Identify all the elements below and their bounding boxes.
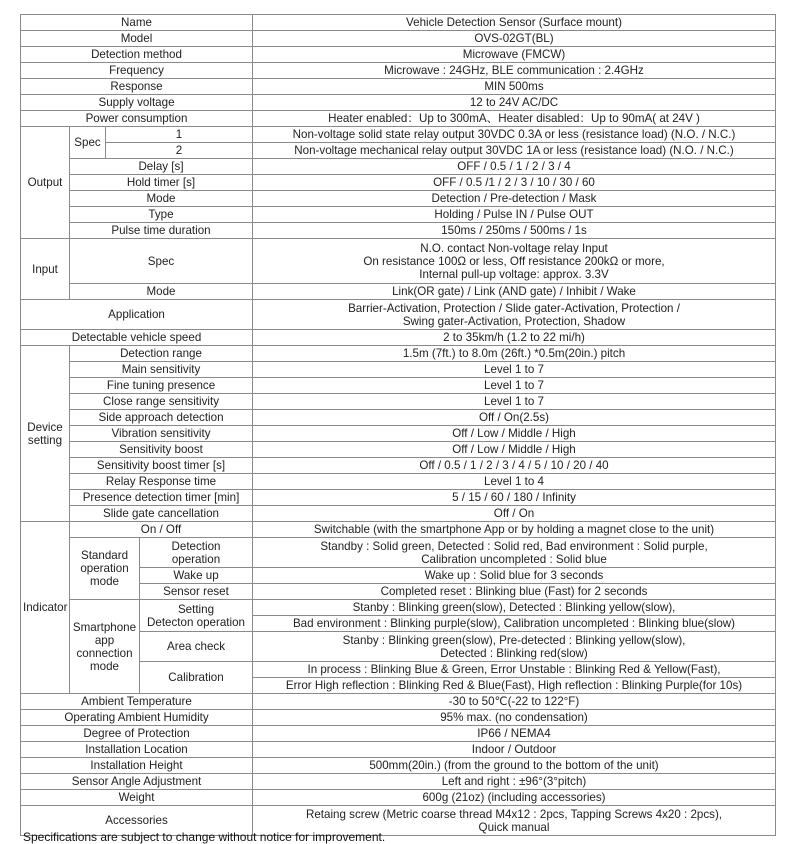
row-indicator-on-off [21, 522, 776, 538]
input-spec-line-2: On resistance 100Ω or less, Off resistance 200kΩ or more, [363, 254, 665, 268]
input-spec-line-3: Internal pull-up voltage: approx. 3.3V [419, 267, 609, 281]
standard-wake-label: Wake up [140, 568, 253, 584]
input-group-label: Input [21, 239, 70, 300]
standard-reset-label: Sensor reset [140, 584, 253, 600]
row-name [21, 15, 776, 31]
output-group-label: Output [21, 127, 70, 239]
accessories-line-2: Quick manual [478, 820, 550, 834]
row-weight [21, 790, 776, 806]
row-installation-location [21, 742, 776, 758]
standard-wake-value: Wake up : Solid blue for 3 seconds [253, 568, 776, 584]
output-delay-label: Delay [s] [70, 159, 253, 175]
row-detectable-speed [21, 330, 776, 346]
input-spec-value [253, 239, 776, 284]
standard-mode-line-1: Standard [80, 549, 129, 562]
relay-response-label: Relay Response time [70, 474, 253, 490]
row-output-pulse-time [21, 223, 776, 239]
smartphone-setting-label-line-2: Detecton operation [147, 615, 245, 629]
supply-voltage-label: Supply voltage [21, 95, 253, 111]
row-close-range [21, 394, 776, 410]
standard-reset-value: Completed reset : Blinking blue (Fast) for 2 seconds [253, 584, 776, 600]
installation-height-value: 500mm(20in.) (from the ground to the bottom of the unit) [253, 758, 776, 774]
smartphone-area-value [253, 632, 776, 662]
smartphone-calibration-line-2: Error High reflection : Blinking Red & Blue(Fast), High reflection : Blinking Purple(for 10s) [253, 678, 776, 694]
row-smartphone-setting-1 [21, 600, 776, 616]
relay-response-value: Level 1 to 4 [253, 474, 776, 490]
row-model [21, 31, 776, 47]
standard-mode-line-3: mode [89, 575, 119, 588]
input-spec-line-1: N.O. contact Non-voltage relay Input [420, 241, 608, 255]
input-mode-value: Link(OR gate) / Link (AND gate) / Inhibit / Wake [253, 284, 776, 300]
detection-method-value: Microwave (FMCW) [253, 47, 776, 63]
weight-label: Weight [21, 790, 253, 806]
model-label: Model [21, 31, 253, 47]
row-installation-height [21, 758, 776, 774]
output-mode-label: Mode [70, 191, 253, 207]
slide-gate-label: Slide gate cancellation [70, 506, 253, 522]
row-output-mode [21, 191, 776, 207]
row-power-consumption [21, 111, 776, 127]
name-label: Name [21, 15, 253, 31]
protection-value: IP66 / NEMA4 [253, 726, 776, 742]
standard-detection-value [253, 538, 776, 568]
footnote: Specifications are subject to change without notice for improvement. [23, 830, 386, 844]
main-sensitivity-label: Main sensitivity [70, 362, 253, 378]
output-spec-2-value: Non-voltage mechanical relay output 30VDC 1A or less (resistance load) (N.O. / N.C.) [253, 143, 776, 159]
frequency-label: Frequency [21, 63, 253, 79]
smartphone-mode-line-2: app [94, 633, 115, 647]
smartphone-setting-label [140, 600, 253, 632]
output-hold-timer-label: Hold timer [s] [70, 175, 253, 191]
presence-timer-label: Presence detection timer [min] [70, 490, 253, 506]
standard-detection-line-1: Standby : Solid green, Detected : Solid red, Bad environment : Solid purple, [320, 539, 708, 553]
row-frequency [21, 63, 776, 79]
row-application [21, 300, 776, 330]
main-sensitivity-value: Level 1 to 7 [253, 362, 776, 378]
row-output-spec-2 [21, 143, 776, 159]
ambient-temperature-label: Ambient Temperature [21, 694, 253, 710]
vibration-label: Vibration sensitivity [70, 426, 253, 442]
protection-label: Degree of Protection [21, 726, 253, 742]
output-pulse-time-value: 150ms / 250ms / 500ms / 1s [253, 223, 776, 239]
smartphone-area-line-2: Detected : Blinking red(slow) [440, 646, 588, 660]
device-setting-line-2: setting [27, 433, 63, 447]
boost-timer-value: Off / 0.5 / 1 / 2 / 3 / 4 / 5 / 10 / 20 / 40 [253, 458, 776, 474]
row-standard-detection [21, 538, 776, 568]
smartphone-mode-line-3: connection [76, 646, 133, 660]
power-consumption-value: Heater enabled：Up to 300mA、Heater disabled：Up to 90mA( at 24V ) [253, 111, 776, 127]
side-approach-label: Side approach detection [70, 410, 253, 426]
installation-height-label: Installation Height [21, 758, 253, 774]
smartphone-calibration-label: Calibration [140, 662, 253, 694]
input-spec-label: Spec [70, 239, 253, 284]
smartphone-setting-line-2: Bad environment : Blinking purple(slow), Calibration uncompleted : Blinking blue(slow) [253, 616, 776, 632]
row-response [21, 79, 776, 95]
output-spec-label: Spec [70, 127, 106, 159]
output-pulse-time-label: Pulse time duration [70, 223, 253, 239]
output-spec-1-value: Non-voltage solid state relay output 30VDC 0.3A or less (resistance load) (N.O. / N.C.) [253, 127, 776, 143]
smartphone-mode-label [70, 600, 140, 694]
sensitivity-boost-label: Sensitivity boost [70, 442, 253, 458]
detectable-speed-value: 2 to 35km/h (1.2 to 22 mi/h) [253, 330, 776, 346]
smartphone-mode-line-4: mode [89, 659, 119, 673]
smartphone-mode-line-1: Smartphone [72, 620, 137, 634]
smartphone-setting-line-1: Stanby : Blinking green(slow), Detected : Blinking yellow(slow), [253, 600, 776, 616]
application-line-1: Barrier-Activation, Protection / Slide gater-Activation, Protection / [348, 301, 680, 315]
vibration-value: Off / Low / Middle / High [253, 426, 776, 442]
standard-detection-label [140, 538, 253, 568]
row-relay-response [21, 474, 776, 490]
output-type-value: Holding / Pulse IN / Pulse OUT [253, 207, 776, 223]
angle-adjustment-value: Left and right : ±96°(3°pitch) [253, 774, 776, 790]
smartphone-setting-label-line-1: Setting [177, 602, 215, 616]
row-angle-adjustment [21, 774, 776, 790]
humidity-value: 95% max. (no condensation) [253, 710, 776, 726]
humidity-label: Operating Ambient Humidity [21, 710, 253, 726]
row-humidity [21, 710, 776, 726]
output-hold-timer-value: OFF / 0.5 /1 / 2 / 3 / 10 / 30 / 60 [253, 175, 776, 191]
supply-voltage-value: 12 to 24V AC/DC [253, 95, 776, 111]
row-boost-timer [21, 458, 776, 474]
detectable-speed-label: Detectable vehicle speed [21, 330, 253, 346]
indicator-on-off-label: On / Off [70, 522, 253, 538]
name-value: Vehicle Detection Sensor (Surface mount) [253, 15, 776, 31]
row-supply-voltage [21, 95, 776, 111]
installation-location-value: Indoor / Outdoor [253, 742, 776, 758]
frequency-value: Microwave : 24GHz, BLE communication : 2.4GHz [253, 63, 776, 79]
smartphone-calibration-line-1: In process : Blinking Blue & Green, Error Unstable : Blinking Red & Yellow(Fast), [253, 662, 776, 678]
row-side-approach [21, 410, 776, 426]
response-value: MIN 500ms [253, 79, 776, 95]
standard-detection-label-line-1: Detection [171, 539, 221, 553]
row-vibration [21, 426, 776, 442]
detection-range-value: 1.5m (7ft.) to 8.0m (26ft.) *0.5m(20in.) pitch [253, 346, 776, 362]
row-ambient-temperature [21, 694, 776, 710]
row-fine-tuning [21, 378, 776, 394]
presence-timer-value: 5 / 15 / 60 / 180 / Infinity [253, 490, 776, 506]
row-main-sensitivity [21, 362, 776, 378]
row-detection-range [21, 346, 776, 362]
application-label: Application [21, 300, 253, 330]
output-mode-value: Detection / Pre-detection / Mask [253, 191, 776, 207]
standard-detection-line-2: Calibration uncompleted : Solid blue [421, 552, 607, 566]
row-output-spec-1 [21, 127, 776, 143]
boost-timer-label: Sensitivity boost timer [s] [70, 458, 253, 474]
input-mode-label: Mode [70, 284, 253, 300]
output-spec-1-no: 1 [106, 127, 253, 143]
output-spec-2-no: 2 [106, 143, 253, 159]
row-output-delay [21, 159, 776, 175]
installation-location-label: Installation Location [21, 742, 253, 758]
row-detection-method [21, 47, 776, 63]
fine-tuning-label: Fine tuning presence [70, 378, 253, 394]
power-consumption-label: Power consumption [21, 111, 253, 127]
indicator-on-off-value: Switchable (with the smartphone App or by holding a magnet close to the unit) [253, 522, 776, 538]
output-delay-value: OFF / 0.5 / 1 / 2 / 3 / 4 [253, 159, 776, 175]
specification-table [20, 14, 776, 836]
slide-gate-value: Off / On [253, 506, 776, 522]
application-line-2: Swing gater-Activation, Protection, Shadow [402, 314, 626, 328]
row-protection [21, 726, 776, 742]
row-output-type [21, 207, 776, 223]
row-slide-gate [21, 506, 776, 522]
row-input-mode [21, 284, 776, 300]
standard-detection-label-line-2: operation [171, 552, 221, 566]
device-setting-line-1: Device [27, 420, 63, 434]
output-type-label: Type [70, 207, 253, 223]
smartphone-area-line-1: Stanby : Blinking green(slow), Pre-detected : Blinking yellow(slow), [342, 633, 686, 647]
fine-tuning-value: Level 1 to 7 [253, 378, 776, 394]
row-sensitivity-boost [21, 442, 776, 458]
weight-value: 600g (21oz) (including accessories) [253, 790, 776, 806]
close-range-label: Close range sensitivity [70, 394, 253, 410]
ambient-temperature-value: -30 to 50℃(-22 to 122°F) [253, 694, 776, 710]
device-setting-group-label [21, 346, 70, 522]
side-approach-value: Off / On(2.5s) [253, 410, 776, 426]
row-presence-timer [21, 490, 776, 506]
row-input-spec [21, 239, 776, 284]
sensitivity-boost-value: Off / Low / Middle / High [253, 442, 776, 458]
angle-adjustment-label: Sensor Angle Adjustment [21, 774, 253, 790]
detection-range-label: Detection range [70, 346, 253, 362]
response-label: Response [21, 79, 253, 95]
indicator-group-label: Indicator [21, 522, 70, 694]
accessories-line-1: Retaing screw (Metric coarse thread M4x12 : 2pcs, Tapping Screws 4x20 : 2pcs), [305, 807, 723, 821]
accessories-label: Accessories [21, 806, 253, 836]
standard-mode-line-2: operation [80, 562, 129, 575]
application-value [253, 300, 776, 330]
close-range-value: Level 1 to 7 [253, 394, 776, 410]
row-output-hold-timer [21, 175, 776, 191]
model-value: OVS-02GT(BL) [253, 31, 776, 47]
smartphone-area-label: Area check [140, 632, 253, 662]
standard-mode-label [70, 538, 140, 600]
detection-method-label: Detection method [21, 47, 253, 63]
